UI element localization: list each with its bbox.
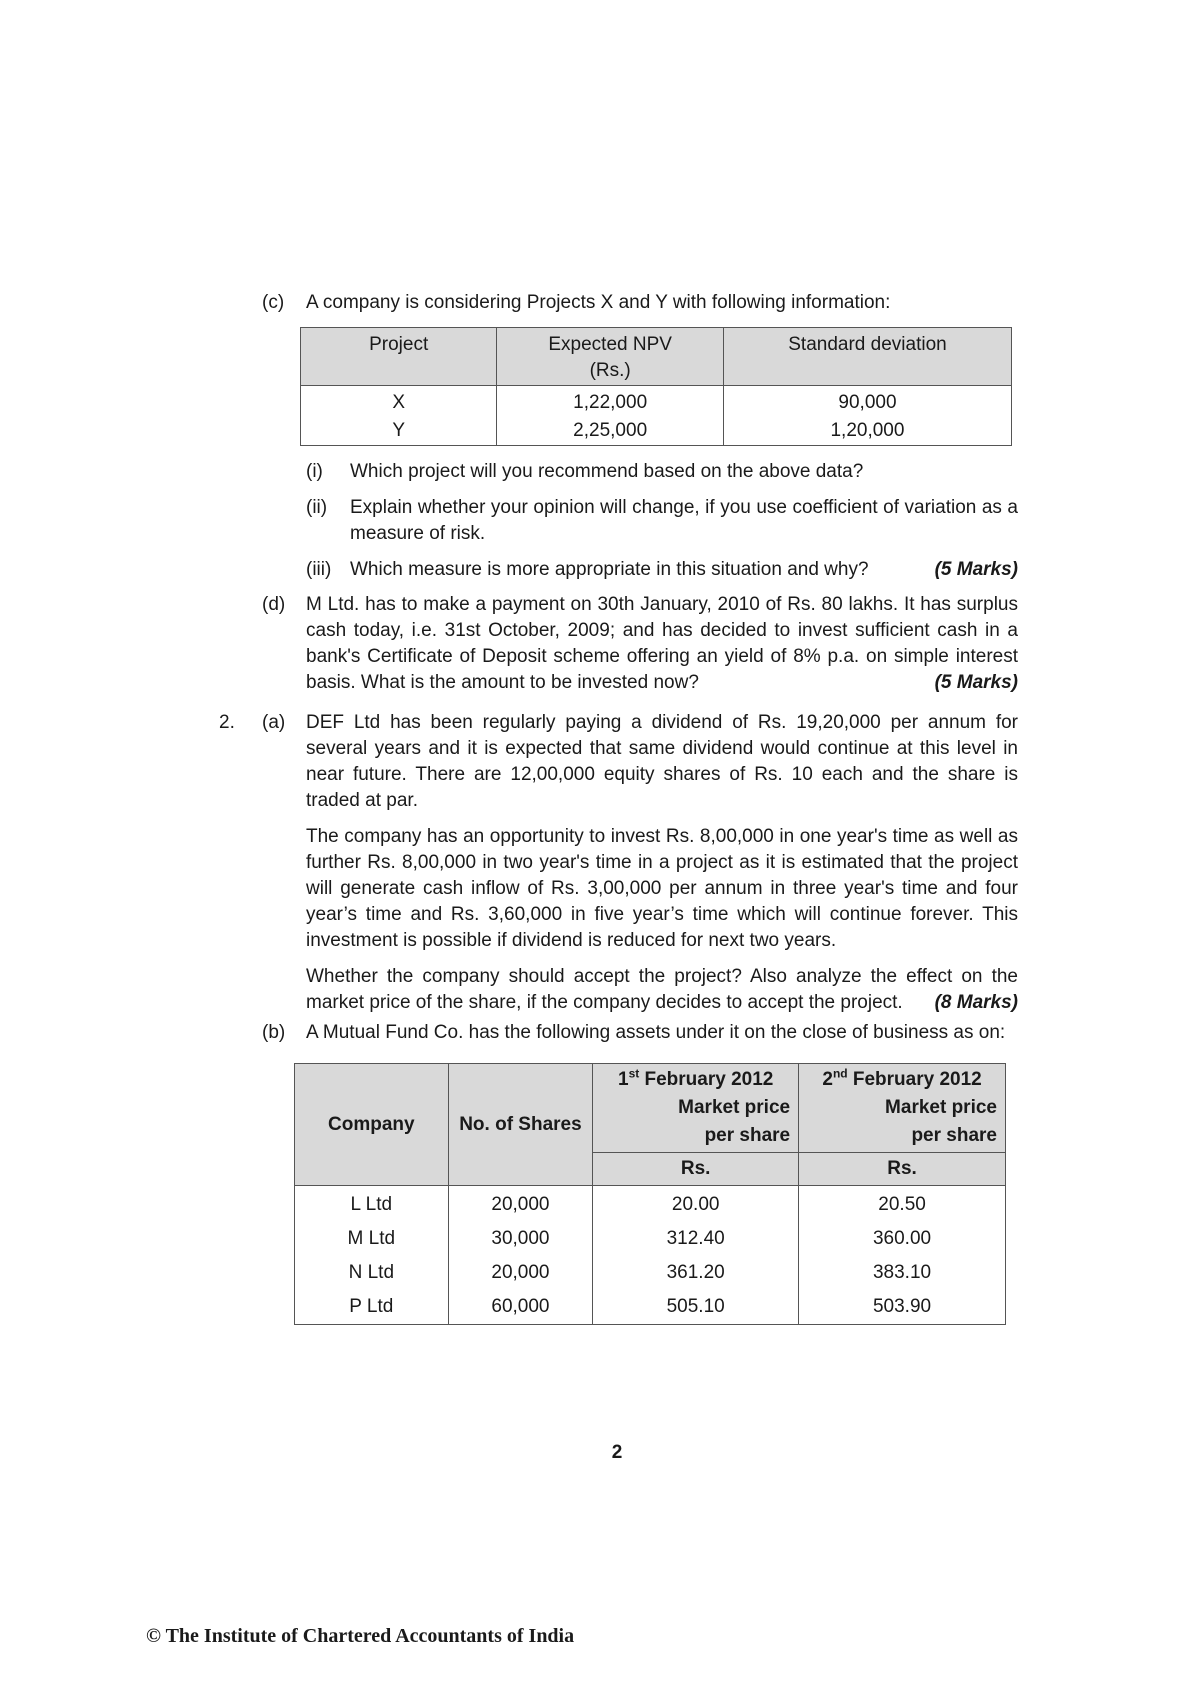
header-expected-npv-line2: (Rs.) xyxy=(589,360,631,381)
header-date1-text: 1st February 2012 xyxy=(617,1066,774,1090)
header-standard-deviation: Standard deviation xyxy=(723,328,1011,386)
cell-company: M Ltd xyxy=(295,1222,449,1256)
table-row xyxy=(301,386,1012,418)
header-expected-npv xyxy=(497,328,724,386)
q2a-para2: The company has an opportunity to invest Rs. 8,00,000 in one year's time as well as further Rs. 8,00,000 in two year's time in a project as it is estimated that the project will generate cash inflow of Rs. 3,00,000 per annum in three year's time and four year’s time and Rs. 3,60,000 in five year’s time which will continue forever. This investment is possible if dividend is reduced for next two years. xyxy=(306,826,1018,951)
header-project: Project xyxy=(301,328,497,386)
header-no-of-shares: No. of Shares xyxy=(448,1064,593,1186)
sub-label: (ii) xyxy=(306,497,328,518)
q1c-intro: A company is considering Projects X and Y with following information: xyxy=(306,292,891,313)
cell-project: X xyxy=(301,386,497,418)
cell-sd: 1,20,000 xyxy=(723,417,1011,446)
q2a-para1: DEF Ltd has been regularly paying a dividend of Rs. 19,20,000 per annum for several years and it is expected that same dividend would continue at this level in near future. There are 12,00,000 equity shares of Rs. 10 each and the share is traded at par. xyxy=(306,712,1018,811)
q1d-text-block xyxy=(306,592,1018,696)
q2a-para3-block xyxy=(306,964,1018,1016)
sub-label: (i) xyxy=(306,461,323,482)
cell-company: N Ltd xyxy=(295,1256,449,1290)
q1c-label: (c) xyxy=(262,292,285,313)
cell-npv: 1,22,000 xyxy=(497,386,724,418)
q2a-text-block xyxy=(306,710,1018,1016)
unit-1: Rs. xyxy=(593,1153,799,1186)
cell-npv: 2,25,000 xyxy=(497,417,724,446)
cell-price1: 20.00 xyxy=(593,1186,799,1223)
q2-number: 2. xyxy=(219,712,235,733)
cell-shares: 20,000 xyxy=(448,1256,593,1290)
cell-price2: 503.90 xyxy=(799,1290,1006,1325)
q2a-label: (a) xyxy=(262,712,286,733)
cell-shares: 30,000 xyxy=(448,1222,593,1256)
cell-price2: 383.10 xyxy=(799,1256,1006,1290)
marks: (5 Marks) xyxy=(934,559,1018,580)
header-expected-npv-line1: Expected NPV xyxy=(548,334,672,355)
cell-price2: 360.00 xyxy=(799,1222,1006,1256)
table-row xyxy=(295,1290,1006,1325)
page-number: 2 xyxy=(611,1442,623,1463)
projects-table xyxy=(300,327,1012,446)
cell-price1: 312.40 xyxy=(593,1222,799,1256)
mutual-fund-table xyxy=(294,1063,1006,1325)
projects-table-header xyxy=(301,328,1012,386)
sub-text-with-marks xyxy=(350,557,1018,583)
marks: (5 Marks) xyxy=(934,672,1018,693)
q2a-para3: Whether the company should accept the project? Also analyze the effect on the market price of the share, if the company decides to accept the project. xyxy=(306,966,1018,1013)
cell-shares: 20,000 xyxy=(448,1186,593,1223)
unit-2: Rs. xyxy=(799,1153,1006,1186)
cell-project: Y xyxy=(301,417,497,446)
cell-price1: 361.20 xyxy=(593,1256,799,1290)
cell-sd: 90,000 xyxy=(723,386,1011,418)
mf-header-row xyxy=(295,1064,1006,1153)
table-row xyxy=(295,1256,1006,1290)
sub-label: (iii) xyxy=(306,559,332,580)
cell-price1: 505.10 xyxy=(593,1290,799,1325)
header-mpps-1: Market price per share xyxy=(678,1097,791,1146)
sub-text: Explain whether your opinion will change, if you use coefficient of variation as a measure of risk. xyxy=(350,497,1018,544)
marks: (8 Marks) xyxy=(934,992,1018,1013)
table-row xyxy=(301,417,1012,446)
q2b-label: (b) xyxy=(262,1022,286,1043)
table-row xyxy=(295,1186,1006,1223)
footer-copyright: © The Institute of Chartered Accountants of India xyxy=(146,1625,575,1647)
header-date2-text: 2nd February 2012 xyxy=(822,1066,982,1090)
header-mpps-2: Market price per share xyxy=(885,1097,997,1146)
q2b-intro: A Mutual Fund Co. has the following assets under it on the close of business as on: xyxy=(306,1022,1006,1043)
q1d-text: M Ltd. has to make a payment on 30th January, 2010 of Rs. 80 lakhs. It has surplus cash today, i.e. 31st October, 2009; and has decided to invest sufficient cash in a bank's Certificate of Deposit scheme offering an yield of 8% p.a. on simple interest basis. What is the amount to be invested now? xyxy=(306,594,1018,693)
header-date1 xyxy=(593,1064,799,1153)
cell-company: P Ltd xyxy=(295,1290,449,1325)
cell-price2: 20.50 xyxy=(799,1186,1006,1223)
cell-company: L Ltd xyxy=(295,1186,449,1223)
sub-text: Which project will you recommend based on the above data? xyxy=(350,461,864,482)
table-row xyxy=(295,1222,1006,1256)
q1d-label: (d) xyxy=(262,594,286,615)
sub-text: Which measure is more appropriate in this situation and why? xyxy=(350,559,869,580)
header-company: Company xyxy=(295,1064,449,1186)
cell-shares: 60,000 xyxy=(448,1290,593,1325)
header-date2 xyxy=(799,1064,1006,1153)
